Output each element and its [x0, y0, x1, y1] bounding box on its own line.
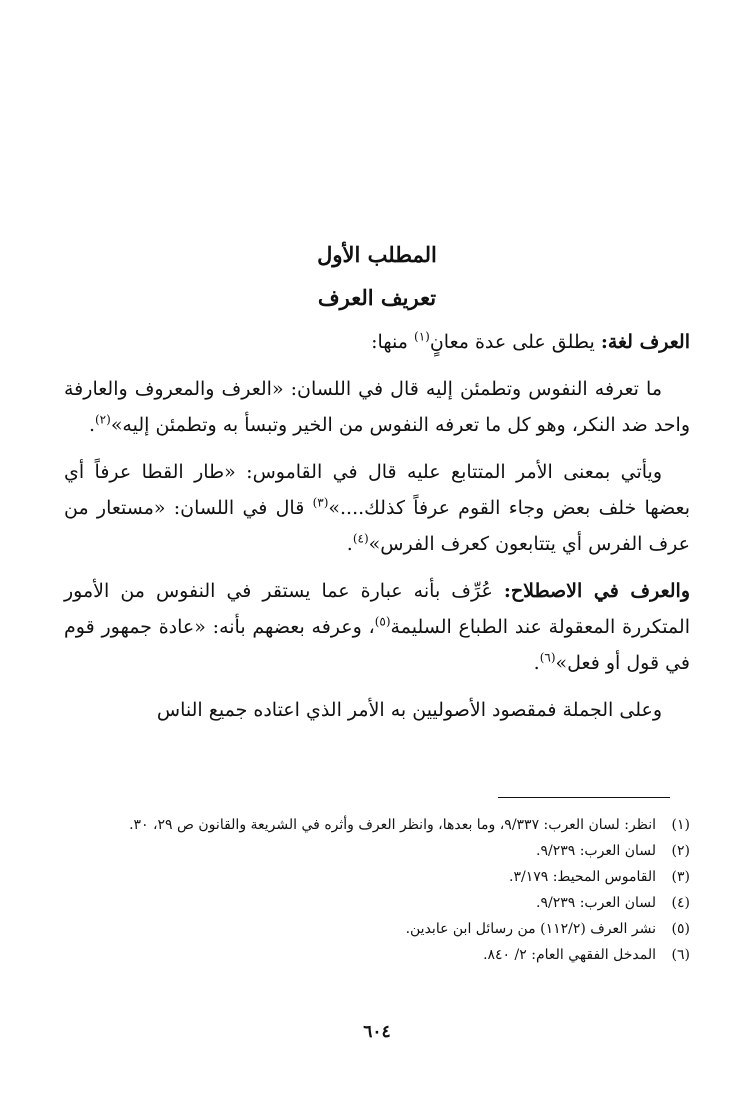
paragraph-summary	[64, 692, 690, 728]
footnote-number: (١)	[671, 817, 690, 833]
footnote-ref: (٥)	[374, 614, 391, 629]
paragraph-tail: .	[88, 414, 95, 436]
footnote-text: القاموس المحيط: ٣/١٧٩.	[509, 869, 656, 885]
footnote-text: لسان العرب: ٩/٢٣٩.	[536, 843, 656, 859]
paragraph-technical-definition	[64, 573, 690, 681]
paragraph-tail: .	[533, 652, 540, 674]
term-technical: والعرف في الاصطلاح:	[503, 580, 691, 602]
term-lexical: العرف لغة:	[600, 331, 690, 353]
footnote-ref: (١)	[414, 329, 430, 344]
footnote-item	[64, 812, 690, 838]
footnote-item	[64, 916, 690, 942]
footnote-number: (٥)	[671, 921, 690, 937]
footnote-text: انظر: لسان العرب: ٩/٣٣٧، وما بعدها، وانظر العرف وأثره في الشريعة والقانون ص ٢٩، ٣٠.	[129, 817, 656, 833]
paragraph-text: وعلى الجملة فمقصود الأصوليين به الأمر الذي اعتاده جميع الناس	[156, 699, 662, 721]
footnote-text: نشر العرف (١١٢/٢) من رسائل ابن عابدين.	[405, 921, 656, 937]
footnote-divider	[498, 797, 670, 798]
footnote-item	[64, 942, 690, 968]
paragraph-tail: منها:	[371, 331, 414, 353]
section-subheading: تعريف العرف	[317, 285, 437, 310]
footnote-number: (٢)	[671, 843, 690, 859]
footnote-item	[64, 864, 690, 890]
paragraph-meaning-known	[64, 371, 690, 443]
footnote-ref: (٣)	[312, 495, 329, 510]
page-number: ٦٠٤	[363, 1022, 391, 1042]
paragraph-text: ما تعرفه النفوس وتطمئن إليه قال في اللسان: «العرف والمعروف والعارفة واحد ضد النكر، وهو كل ما تعرفه النفوس من الخير وتبسأ به وتطمئن إليه»	[64, 378, 690, 436]
paragraph-meaning-succession	[64, 454, 690, 562]
paragraph-text: عُرِّف بأنه عبارة عما يستقر في النفوس من الأمور المتكررة المعقولة عند الطباع السليمة	[64, 580, 690, 638]
footnote-ref: (٢)	[94, 412, 111, 427]
paragraph-text: ويأتي بمعنى الأمر المتتابع عليه قال في القاموس: «طار القطا عرفاً أي بعضها خلف بعض وجاء القوم عرفاً كذلك....»	[64, 461, 690, 519]
footnote-item	[64, 890, 690, 916]
paragraph-text-continued: ، وعرفه بعضهم بأنه: «عادة جمهور قوم في قول أو فعل»	[64, 616, 690, 674]
paragraph-text: يطلق على عدة معانٍ	[429, 331, 601, 353]
main-text	[64, 324, 690, 728]
footnote-number: (٤)	[671, 895, 690, 911]
footnotes-list	[64, 812, 690, 968]
footnote-ref: (٦)	[539, 650, 556, 665]
footnote-item	[64, 838, 690, 864]
paragraph-lexical-definition	[64, 324, 690, 360]
footnote-ref: (٤)	[352, 531, 369, 546]
footnote-text: المدخل الفقهي العام: ٢/ ٨٤٠.	[483, 947, 656, 963]
footnote-number: (٣)	[671, 869, 690, 885]
paragraph-text-continued: قال في اللسان: «مستعار من عرف الفرس أي يتتابعون كعرف الفرس»	[64, 497, 690, 555]
footnote-text: لسان العرب: ٩/٢٣٩.	[536, 895, 656, 911]
paragraph-tail: .	[346, 533, 353, 555]
footnote-number: (٦)	[671, 947, 690, 963]
section-heading: المطلب الأول	[317, 242, 437, 267]
